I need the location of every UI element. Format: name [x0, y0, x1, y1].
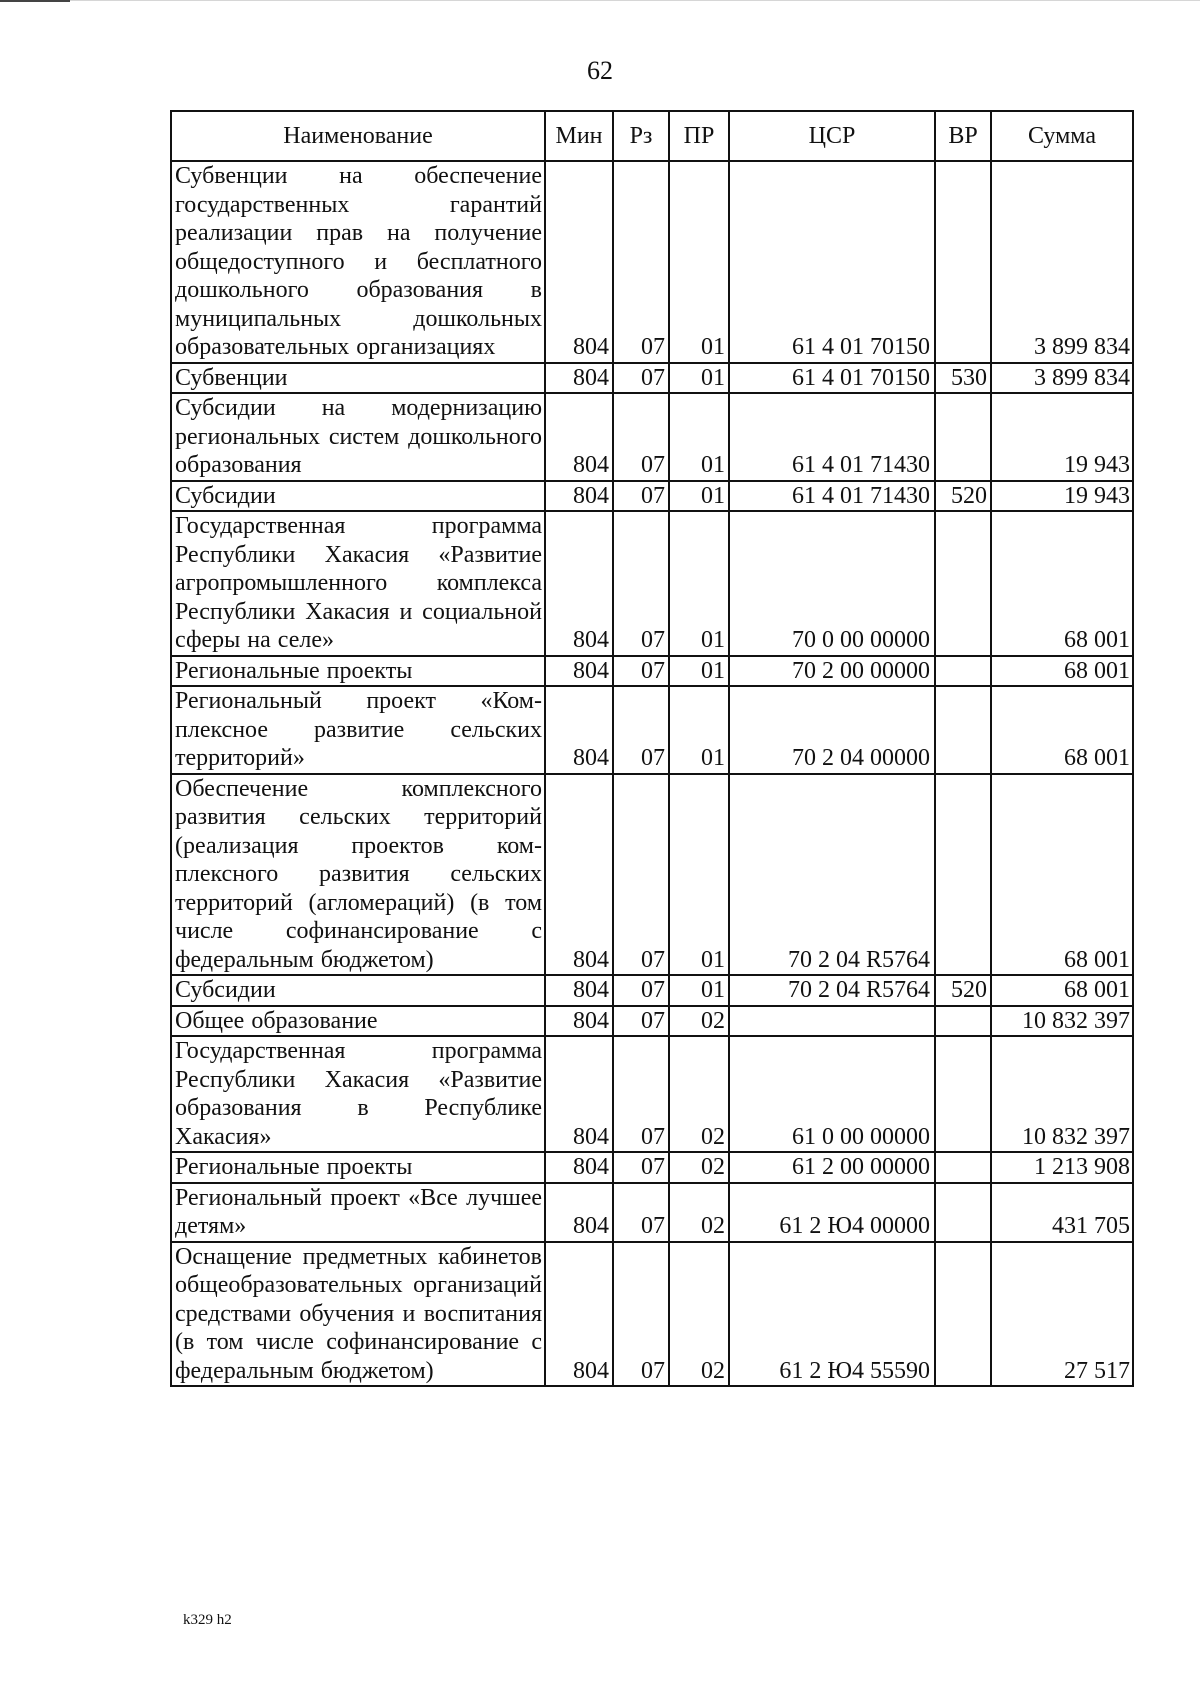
row-sum: 19 943 — [991, 393, 1133, 481]
row-csr: 61 2 Ю4 00000 — [729, 1183, 935, 1242]
row-sum: 68 001 — [991, 774, 1133, 976]
row-name: Государственная программа Республики Хакасия «Развитие агропромышленного комплекса Республики Хакасия и социальной сферы на селе» — [171, 511, 545, 656]
table-row — [171, 363, 1133, 394]
row-name: Общее образование — [171, 1006, 545, 1037]
row-sum: 1 213 908 — [991, 1152, 1133, 1183]
table-row — [171, 1242, 1133, 1387]
row-sum: 68 001 — [991, 656, 1133, 687]
row-vr: 520 — [935, 975, 991, 1006]
table-header-row — [171, 111, 1133, 161]
row-min: 804 — [545, 511, 613, 656]
row-sum: 27 517 — [991, 1242, 1133, 1387]
row-rz: 07 — [613, 774, 669, 976]
row-rz: 07 — [613, 481, 669, 512]
row-vr — [935, 393, 991, 481]
row-csr — [729, 1006, 935, 1037]
scan-corner-mark — [0, 0, 70, 8]
row-min: 804 — [545, 1242, 613, 1387]
row-name: Субвенции на обеспечение государственных гарантий реализации прав на получение общедоступного и бесплатного дошкольного образования в муниципальных дошкольных образовательных организациях — [171, 161, 545, 363]
row-min: 804 — [545, 393, 613, 481]
row-rz: 07 — [613, 393, 669, 481]
row-csr: 70 2 04 R5764 — [729, 774, 935, 976]
row-csr: 61 4 01 71430 — [729, 481, 935, 512]
row-csr: 70 2 00 00000 — [729, 656, 935, 687]
row-rz: 07 — [613, 1006, 669, 1037]
row-csr: 70 0 00 00000 — [729, 511, 935, 656]
row-vr: 520 — [935, 481, 991, 512]
row-min: 804 — [545, 363, 613, 394]
row-name: Региональный проект «Комплексное развитие сельских территорий» — [171, 686, 545, 774]
row-name: Оснащение предметных кабинетов общеобразовательных организаций средствами обучения и воспитания (в том числе софинансирование с федеральным бюджетом) — [171, 1242, 545, 1387]
table-row — [171, 511, 1133, 656]
table-row — [171, 1036, 1133, 1152]
row-min: 804 — [545, 686, 613, 774]
scan-edge — [0, 0, 1200, 1]
header-min: Мин — [545, 111, 613, 161]
header-csr: ЦСР — [729, 111, 935, 161]
row-rz: 07 — [613, 1152, 669, 1183]
row-min: 804 — [545, 1183, 613, 1242]
table-row — [171, 161, 1133, 363]
row-pr: 01 — [669, 774, 729, 976]
row-sum: 431 705 — [991, 1183, 1133, 1242]
page-number: 62 — [587, 56, 613, 85]
row-rz: 07 — [613, 1242, 669, 1387]
row-name: Государственная программа Республики Хакасия «Развитие образования в Республике Хакасия» — [171, 1036, 545, 1152]
row-vr: 530 — [935, 363, 991, 394]
row-vr — [935, 1006, 991, 1037]
row-sum: 68 001 — [991, 975, 1133, 1006]
row-vr — [935, 1152, 991, 1183]
row-pr: 02 — [669, 1183, 729, 1242]
footer-code: k329 h2 — [183, 1612, 232, 1628]
row-rz: 07 — [613, 686, 669, 774]
row-pr: 01 — [669, 363, 729, 394]
table-row — [171, 975, 1133, 1006]
row-pr: 01 — [669, 161, 729, 363]
row-name: Субсидии — [171, 975, 545, 1006]
row-vr — [935, 774, 991, 976]
table-row — [171, 481, 1133, 512]
row-csr: 61 2 00 00000 — [729, 1152, 935, 1183]
table-row — [171, 656, 1133, 687]
row-min: 804 — [545, 656, 613, 687]
table-row — [171, 1152, 1133, 1183]
row-rz: 07 — [613, 511, 669, 656]
row-vr — [935, 686, 991, 774]
row-rz: 07 — [613, 975, 669, 1006]
row-name: Субсидии на модернизацию региональных систем дошкольного образования — [171, 393, 545, 481]
row-vr — [935, 511, 991, 656]
row-sum: 68 001 — [991, 686, 1133, 774]
row-vr — [935, 656, 991, 687]
row-sum: 68 001 — [991, 511, 1133, 656]
row-name: Обеспечение комплексного развития сельских территорий (реализация проектов комплексного развития сельских территорий (агломераций) (в том числе софинансирование с федеральным бюджетом) — [171, 774, 545, 976]
row-pr: 02 — [669, 1152, 729, 1183]
row-csr: 70 2 04 00000 — [729, 686, 935, 774]
row-min: 804 — [545, 481, 613, 512]
header-sum: Сумма — [991, 111, 1133, 161]
header-name: Наименование — [171, 111, 545, 161]
row-rz: 07 — [613, 656, 669, 687]
row-rz: 07 — [613, 1183, 669, 1242]
row-vr — [935, 161, 991, 363]
header-rz: Рз — [613, 111, 669, 161]
row-min: 804 — [545, 774, 613, 976]
budget-table — [170, 110, 1134, 1387]
row-name: Региональные проекты — [171, 656, 545, 687]
row-pr: 02 — [669, 1006, 729, 1037]
row-csr: 70 2 04 R5764 — [729, 975, 935, 1006]
row-csr: 61 4 01 70150 — [729, 161, 935, 363]
row-pr: 01 — [669, 393, 729, 481]
row-rz: 07 — [613, 1036, 669, 1152]
table-row — [171, 1006, 1133, 1037]
row-sum: 3 899 834 — [991, 363, 1133, 394]
row-name: Субсидии — [171, 481, 545, 512]
row-pr: 01 — [669, 481, 729, 512]
row-vr — [935, 1036, 991, 1152]
row-csr: 61 4 01 70150 — [729, 363, 935, 394]
row-rz: 07 — [613, 161, 669, 363]
table-row — [171, 393, 1133, 481]
row-pr: 01 — [669, 975, 729, 1006]
header-pr: ПР — [669, 111, 729, 161]
row-min: 804 — [545, 1152, 613, 1183]
row-vr — [935, 1242, 991, 1387]
row-rz: 07 — [613, 363, 669, 394]
row-csr: 61 4 01 71430 — [729, 393, 935, 481]
table-row — [171, 1183, 1133, 1242]
row-sum: 10 832 397 — [991, 1036, 1133, 1152]
row-min: 804 — [545, 1006, 613, 1037]
header-vr: ВР — [935, 111, 991, 161]
row-sum: 10 832 397 — [991, 1006, 1133, 1037]
row-sum: 19 943 — [991, 481, 1133, 512]
row-pr: 01 — [669, 686, 729, 774]
row-name: Региональные проекты — [171, 1152, 545, 1183]
row-csr: 61 2 Ю4 55590 — [729, 1242, 935, 1387]
row-min: 804 — [545, 161, 613, 363]
row-min: 804 — [545, 975, 613, 1006]
row-csr: 61 0 00 00000 — [729, 1036, 935, 1152]
row-name: Субвенции — [171, 363, 545, 394]
table-row — [171, 774, 1133, 976]
row-sum: 3 899 834 — [991, 161, 1133, 363]
row-pr: 02 — [669, 1036, 729, 1152]
row-vr — [935, 1183, 991, 1242]
row-pr: 02 — [669, 1242, 729, 1387]
table-row — [171, 686, 1133, 774]
row-pr: 01 — [669, 656, 729, 687]
row-pr: 01 — [669, 511, 729, 656]
row-min: 804 — [545, 1036, 613, 1152]
row-name: Региональный проект «Все лучшее детям» — [171, 1183, 545, 1242]
